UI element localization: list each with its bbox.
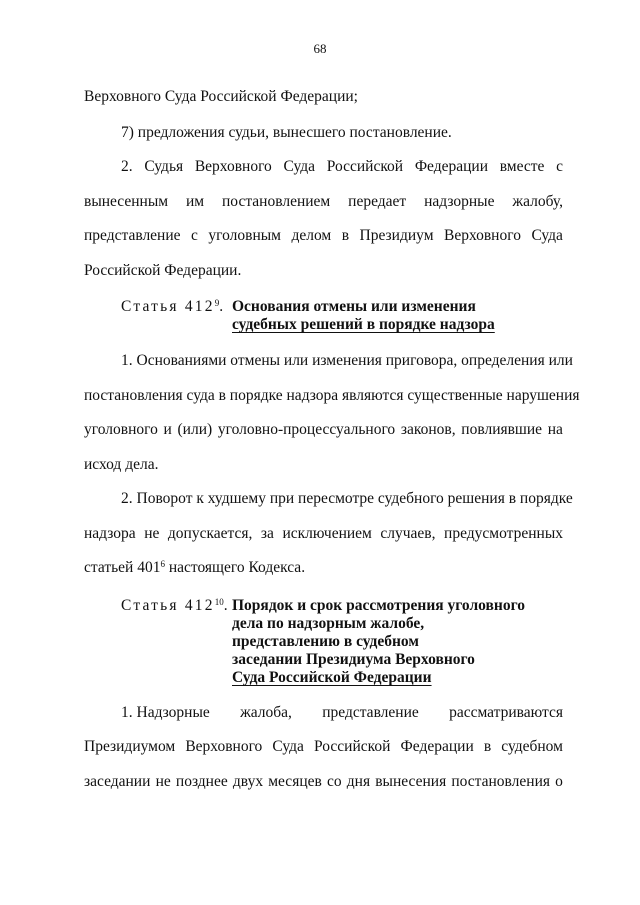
page-number: 68: [313, 41, 327, 56]
word: в: [341, 227, 350, 244]
word: Суда: [531, 227, 563, 244]
word: о: [555, 773, 563, 790]
word: вынесения: [375, 773, 447, 790]
word: в: [483, 738, 492, 755]
word: надзорные: [424, 193, 495, 210]
word: Президиумом: [84, 738, 176, 755]
word: законов,: [400, 421, 456, 438]
word: месяцев: [268, 773, 322, 790]
article-title-line: заседании Президиума Верховного: [232, 651, 475, 668]
article-title-line: Суда Российской Федерации: [232, 669, 432, 686]
paragraph-line: [84, 525, 563, 543]
word: со: [326, 773, 342, 790]
paragraph-line: Российской Федерации.: [84, 262, 242, 279]
word: уголовно-процессуального: [217, 421, 396, 438]
word: за: [260, 525, 274, 542]
word: исключением: [282, 525, 372, 542]
word: с: [191, 227, 198, 244]
word: представление: [322, 704, 419, 721]
word: на: [547, 421, 563, 438]
word: Суда: [283, 158, 316, 175]
word: Верховного: [194, 158, 272, 175]
word: уголовного: [84, 421, 158, 438]
word: Суда: [272, 738, 304, 755]
word: Президиум: [359, 227, 434, 244]
paragraph-line: постановления суда в порядке надзора являются существенные нарушения: [84, 387, 580, 404]
paragraph-line: исход дела.: [84, 456, 159, 473]
article-title-line: дела по надзорным жалобе,: [232, 615, 425, 632]
paragraph-line: [121, 158, 563, 176]
word: 2.: [121, 158, 133, 175]
word: дня: [346, 773, 371, 790]
article-title-line: Основания отмены или изменения: [232, 298, 476, 315]
paragraph-line: [84, 773, 563, 791]
word: Верховного: [185, 738, 263, 755]
word: вместе: [499, 158, 545, 175]
article-superscript: 10: [214, 597, 224, 607]
word: предусмотренных: [444, 525, 563, 542]
word: Судья: [144, 158, 184, 175]
paragraph-line: [121, 704, 563, 722]
article-title-line: Порядок и срок рассмотрения уголовного: [232, 597, 525, 614]
word: судебном: [501, 738, 563, 755]
article-label: Статья $412^9$.: [121, 298, 226, 315]
word: Федерации: [400, 738, 474, 755]
word: вынесенным: [84, 193, 169, 210]
word: представление: [84, 227, 181, 244]
paragraph-line: 1. Основаниями отмены или изменения приговора, определения или: [121, 352, 573, 369]
paragraph-line: [84, 738, 563, 756]
word: уголовным: [208, 227, 281, 244]
word: рассматриваются: [449, 704, 563, 721]
list-item-7: 7) предложения судьи, вынесшего постановление.: [121, 124, 452, 141]
word: (или): [177, 421, 213, 438]
word: допускается,: [167, 525, 253, 542]
word: Российской: [326, 158, 404, 175]
word: с: [556, 158, 563, 175]
word: заседании: [84, 773, 151, 790]
paragraph-line: 2. Поворот к худшему при пересмотре судебного решения в порядке: [121, 490, 573, 507]
word: не: [155, 773, 171, 790]
word: жалоба,: [240, 704, 292, 721]
word: случаев,: [380, 525, 436, 542]
word: делом: [291, 227, 332, 244]
paragraph-line: [84, 193, 563, 211]
word: 1. Надзорные: [121, 704, 210, 721]
paragraph-line: [84, 421, 563, 439]
article-title-line: судебных решений в порядке надзора: [232, 316, 495, 333]
paragraph-line: статьей $401^6$ настоящего Кодекса.: [84, 559, 306, 576]
word: позднее: [175, 773, 228, 790]
word: надзора: [84, 525, 136, 542]
word: не: [144, 525, 160, 542]
superscript: 6: [160, 559, 165, 569]
word: и: [163, 421, 172, 438]
word: Верховного: [443, 227, 521, 244]
paragraph-line: Верховного Суда Российской Федерации;: [84, 88, 358, 105]
word: повлиявшие: [461, 421, 543, 438]
word: передает: [348, 193, 407, 210]
word: Федерации: [414, 158, 489, 175]
word: двух: [232, 773, 264, 790]
article-label: Статья $412^{10}$.: [121, 597, 230, 614]
word: Российской: [314, 738, 391, 755]
word: им: [185, 193, 205, 210]
article-superscript: 9: [214, 298, 220, 308]
word: постановления: [451, 773, 551, 790]
word: жалобу,: [512, 193, 563, 210]
paragraph-line: [84, 227, 563, 245]
article-title-line: представлению в судебном: [232, 633, 419, 650]
word: постановлением: [222, 193, 331, 210]
